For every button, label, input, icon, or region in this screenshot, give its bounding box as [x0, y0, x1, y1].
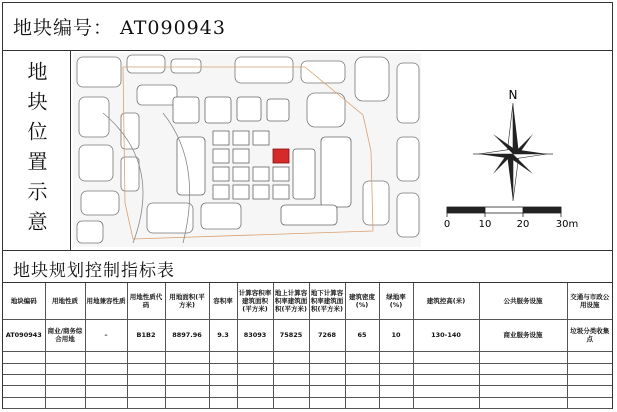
column-header: 地下计算容积率建筑面积(平方米) [309, 283, 345, 319]
target-parcel [273, 149, 289, 163]
column-header: 交通与市政公用设施 [567, 283, 612, 319]
table-cell: 垃圾分类收集点 [567, 319, 612, 352]
table-cell [209, 386, 237, 397]
table-cell [309, 352, 345, 363]
map-block [77, 57, 121, 87]
column-header: 用地性质代码 [127, 283, 165, 319]
table-cell [3, 386, 45, 397]
table-cell [309, 375, 345, 386]
column-header: 用地兼容性质 [85, 283, 127, 319]
table-cell [45, 375, 85, 386]
table-cell [413, 397, 479, 408]
table-cell [85, 352, 127, 363]
table-cell [237, 375, 273, 386]
map-block [281, 205, 337, 225]
map-block [267, 99, 289, 121]
table-cell [127, 363, 165, 374]
map-block [355, 57, 389, 101]
column-header: 用地性质 [45, 283, 85, 319]
map-block [397, 63, 419, 123]
map-block [127, 55, 165, 73]
table-cell: 8897.96 [165, 319, 209, 352]
map-block [273, 167, 289, 181]
location-label-cell [3, 51, 71, 250]
map-block [233, 167, 249, 181]
table-cell [127, 397, 165, 408]
compass-rose-icon [473, 103, 553, 201]
column-header: 绿地率(%) [379, 283, 413, 319]
table-cell [3, 363, 45, 374]
table-cell [413, 363, 479, 374]
column-header: 公共服务设施 [479, 283, 567, 319]
column-header: 计算容积率建筑面积(平方米) [237, 283, 273, 319]
map-block [233, 185, 249, 199]
table-cell [567, 375, 612, 386]
table-cell [127, 386, 165, 397]
table-cell [45, 397, 85, 408]
table-cell [345, 375, 379, 386]
table-cell: B1B2 [127, 319, 165, 352]
table-cell [165, 352, 209, 363]
table-row [3, 363, 612, 374]
scale-tick-label: 30m [555, 219, 579, 230]
table-cell: 商业服务设施 [479, 319, 567, 352]
table-cell: 商业/商务综合用地 [45, 319, 85, 352]
table-cell [45, 386, 85, 397]
table-cell [165, 363, 209, 374]
table-cell [413, 352, 479, 363]
table-cell [309, 363, 345, 374]
table-cell [209, 352, 237, 363]
table-cell [127, 352, 165, 363]
table-cell: 10 [379, 319, 413, 352]
map-block [397, 137, 419, 181]
table-cell: 7268 [309, 319, 345, 352]
column-header: 建筑控高(米) [413, 283, 479, 319]
column-header: 地上计算容积率建筑面积(平方米) [273, 283, 309, 319]
table-row [3, 397, 612, 408]
table-cell [85, 386, 127, 397]
map-block [301, 61, 345, 83]
map-block [171, 59, 201, 73]
table-cell [345, 352, 379, 363]
table-cell [237, 363, 273, 374]
map-block [137, 85, 177, 105]
table-cell [379, 363, 413, 374]
map-block [213, 185, 229, 199]
scale-tick-label: 0 [443, 219, 451, 230]
table-cell [413, 375, 479, 386]
table-cell [479, 363, 567, 374]
table-cell [237, 352, 273, 363]
map-block [213, 131, 229, 145]
parcel-number-title: 地块编号： AT090943 [13, 17, 226, 39]
column-header: 地块编码 [3, 283, 45, 319]
table-cell [209, 397, 237, 408]
table-cell: 65 [345, 319, 379, 352]
location-label: 地块位置示意 [24, 60, 48, 241]
table-row [3, 375, 612, 386]
map-block [253, 185, 269, 199]
map-block [253, 131, 269, 145]
table-cell: 130-140 [413, 319, 479, 352]
table-cell [567, 386, 612, 397]
table-cell: 9.3 [209, 319, 237, 352]
north-label: N [508, 88, 518, 102]
north-arrow-and-scale [433, 51, 611, 251]
map-block [77, 221, 103, 243]
map-block [233, 149, 249, 163]
table-cell [273, 397, 309, 408]
document-frame [2, 2, 613, 409]
map-block [363, 181, 389, 225]
map-block [79, 145, 113, 181]
table-row [3, 319, 612, 352]
table-cell [273, 352, 309, 363]
table-body [3, 319, 612, 409]
map-block [397, 193, 419, 237]
table-cell [479, 386, 567, 397]
map-block [213, 149, 229, 163]
map-block [233, 131, 249, 145]
table-cell [85, 375, 127, 386]
table-cell [45, 363, 85, 374]
map-block [205, 97, 231, 123]
table-cell [379, 375, 413, 386]
scale-tick-label: 10 [478, 219, 492, 230]
map-block [173, 97, 199, 123]
indicator-title-row [3, 251, 612, 283]
map-block [201, 203, 241, 229]
map-block [235, 57, 293, 83]
table-cell [209, 363, 237, 374]
table-cell [3, 352, 45, 363]
table-cell [45, 352, 85, 363]
table-cell [237, 386, 273, 397]
map-block [121, 157, 139, 191]
table-cell [567, 397, 612, 408]
map-block [213, 167, 229, 181]
table-cell [309, 386, 345, 397]
table-cell [479, 397, 567, 408]
table-cell [479, 375, 567, 386]
table-cell [479, 352, 567, 363]
table-cell [127, 375, 165, 386]
table-cell [379, 352, 413, 363]
site-map [73, 53, 421, 247]
map-block [321, 137, 351, 207]
indicator-table [3, 283, 612, 409]
table-row [3, 386, 612, 397]
table-cell: 83093 [237, 319, 273, 352]
table-row [3, 352, 612, 363]
table-cell [3, 397, 45, 408]
table-cell [165, 397, 209, 408]
table-cell [85, 363, 127, 374]
table-cell: AT090943 [3, 319, 45, 352]
table-cell [3, 375, 45, 386]
table-cell [273, 375, 309, 386]
title-row [3, 3, 612, 51]
map-block [307, 93, 345, 127]
table-cell [567, 363, 612, 374]
table-cell [345, 397, 379, 408]
column-header: 用地面积(平方米) [165, 283, 209, 319]
map-block [79, 97, 109, 137]
location-section [3, 51, 612, 251]
table-cell [273, 363, 309, 374]
map-block [273, 185, 289, 199]
scale-bar [444, 207, 578, 230]
table-cell [165, 386, 209, 397]
table-cell [273, 386, 309, 397]
table-cell [165, 375, 209, 386]
indicator-table-title: 地块规划控制指标表 [13, 261, 175, 281]
table-cell [567, 352, 612, 363]
table-cell [345, 386, 379, 397]
table-cell: – [85, 319, 127, 352]
table-cell [209, 375, 237, 386]
column-header: 容积率 [209, 283, 237, 319]
table-header-row [3, 283, 612, 319]
map-block [293, 149, 315, 199]
table-cell [309, 397, 345, 408]
map-block [81, 191, 119, 215]
table-cell [85, 397, 127, 408]
scale-tick-label: 20 [516, 219, 530, 230]
table-cell [413, 386, 479, 397]
table-cell [379, 397, 413, 408]
table-cell [379, 386, 413, 397]
table-cell: 75825 [273, 319, 309, 352]
map-block [253, 167, 269, 181]
table-cell [345, 363, 379, 374]
column-header: 建筑密度(%) [345, 283, 379, 319]
table-cell [237, 397, 273, 408]
map-block [237, 97, 261, 121]
